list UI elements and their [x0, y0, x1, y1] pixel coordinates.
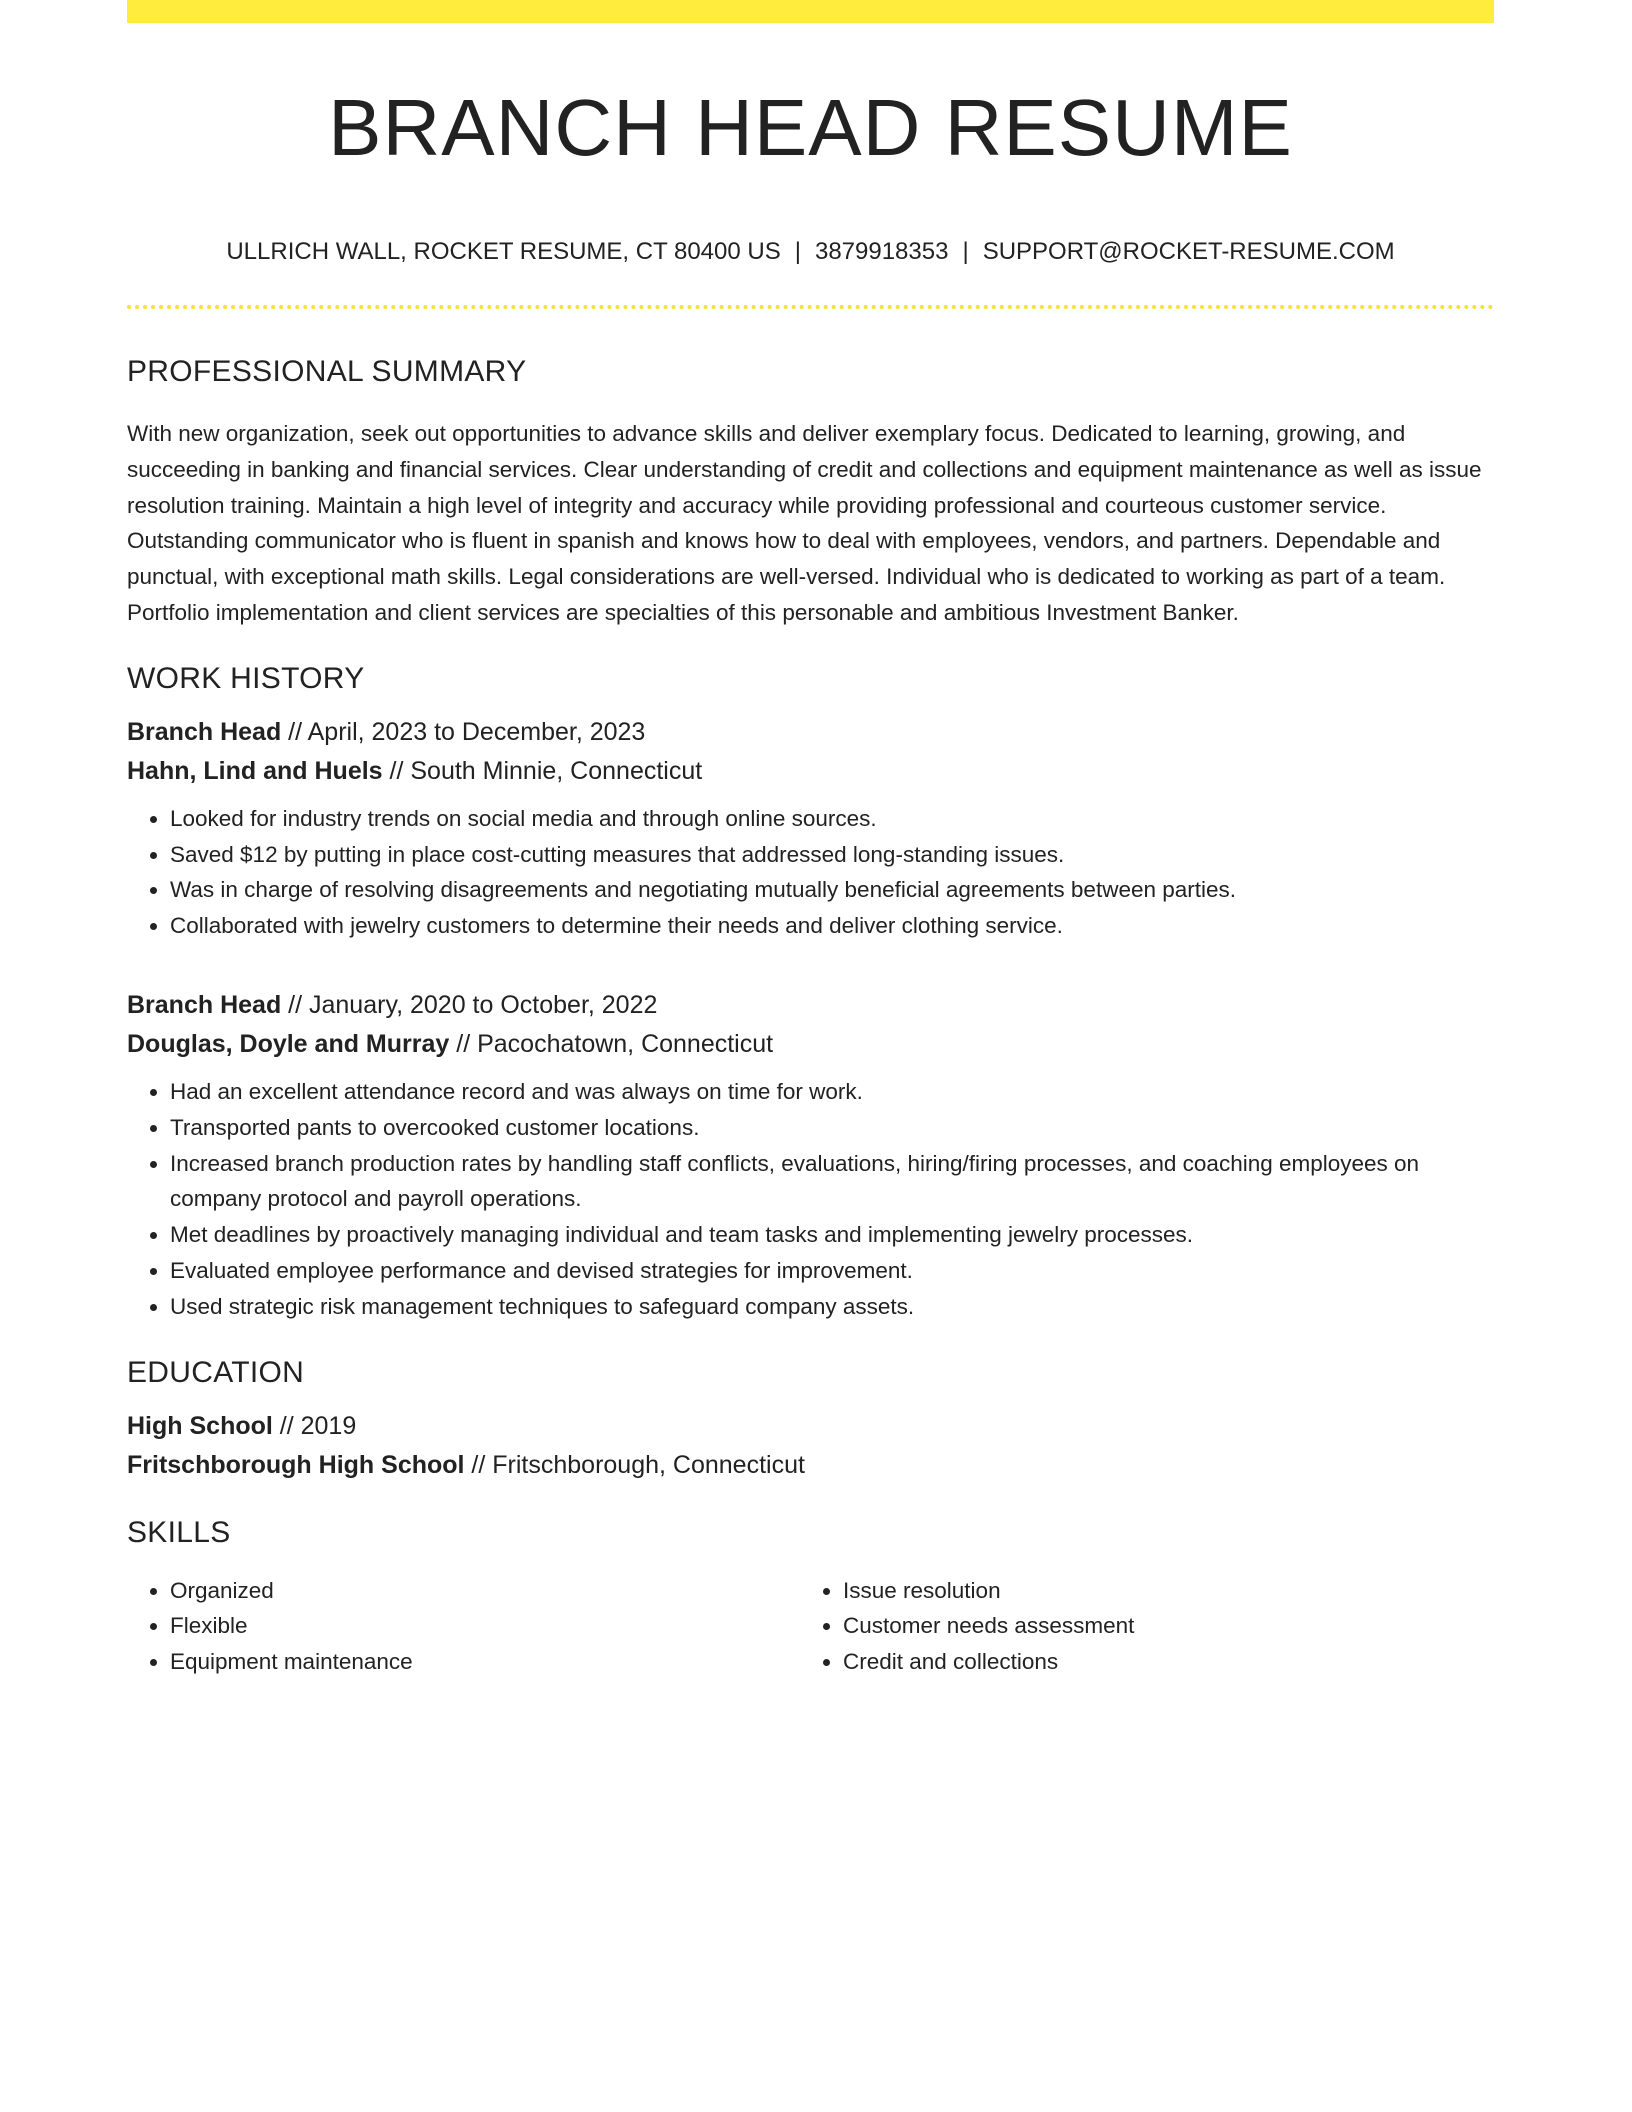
list-item: • Saved $12 by putting in place cost-cutting measures that addressed long-standing issues.	[170, 837, 1494, 873]
work-history-section	[127, 659, 1494, 1325]
skills-column-right	[800, 1573, 1473, 1680]
list-item: • Credit and collections	[843, 1644, 1473, 1680]
job-entry	[127, 713, 1494, 944]
skills-section	[127, 1513, 1494, 1680]
list-item: • Transported pants to overcooked customer locations.	[170, 1110, 1494, 1146]
education-school-line	[127, 1446, 1494, 1485]
list-item: • Flexible	[170, 1608, 800, 1644]
work-history-heading: WORK HISTORY	[127, 661, 365, 695]
header-divider	[127, 305, 1494, 309]
education-year: // 2019	[272, 1411, 357, 1440]
list-item: • Increased branch production rates by handling staff conflicts, evaluations, hiring/firing processes, and coaching employees on company protocol and payroll operations.	[170, 1146, 1494, 1218]
list-item: • Had an excellent attendance record and was always on time for work.	[170, 1074, 1494, 1110]
skills-list-left	[127, 1573, 800, 1680]
list-item: • Met deadlines by proactively managing individual and team tasks and implementing jewelry processes.	[170, 1217, 1494, 1253]
contact-separator: |	[962, 238, 969, 265]
list-item: • Organized	[170, 1573, 800, 1609]
job-company-line	[127, 1025, 1494, 1064]
job-title: Branch Head	[127, 717, 282, 746]
list-item: • Customer needs assessment	[843, 1608, 1473, 1644]
job-duties-list	[127, 1074, 1494, 1325]
job-dates: // January, 2020 to October, 2022	[281, 990, 658, 1019]
resume-title: BRANCH HEAD RESUME	[328, 83, 1293, 172]
contact-line	[127, 236, 1494, 268]
list-item: • Collaborated with jewelry customers to determine their needs and deliver clothing service.	[170, 908, 1494, 944]
list-item: • Was in charge of resolving disagreements and negotiating mutually beneficial agreements between parties.	[170, 872, 1494, 908]
job-title: Branch Head	[127, 990, 282, 1019]
list-item: • Used strategic risk management techniques to safeguard company assets.	[170, 1289, 1494, 1325]
summary-section	[127, 352, 1494, 631]
education-degree: High School	[127, 1411, 273, 1440]
list-item: • Equipment maintenance	[170, 1644, 800, 1680]
education-degree-line	[127, 1407, 1494, 1446]
skills-list-right	[800, 1573, 1473, 1680]
job-company: Hahn, Lind and Huels	[127, 756, 383, 785]
job-company-line	[127, 752, 1494, 791]
skills-heading: SKILLS	[127, 1515, 231, 1549]
job-location: // South Minnie, Connecticut	[382, 756, 703, 785]
job-dates: // April, 2023 to December, 2023	[281, 717, 646, 746]
education-location: // Fritschborough, Connecticut	[464, 1450, 805, 1479]
job-location: // Pacochatown, Connecticut	[449, 1029, 774, 1058]
job-duties-list	[127, 801, 1494, 944]
contact-email: SUPPORT@ROCKET-RESUME.COM	[982, 238, 1395, 265]
list-item: • Issue resolution	[843, 1573, 1473, 1609]
resume-body	[127, 352, 1494, 1680]
contact-separator: |	[794, 238, 801, 265]
skills-grid	[127, 1573, 1494, 1680]
list-item: • Evaluated employee performance and devised strategies for improvement.	[170, 1253, 1494, 1289]
job-title-line	[127, 713, 1494, 752]
accent-bar	[127, 0, 1494, 23]
list-item: • Looked for industry trends on social media and through online sources.	[170, 801, 1494, 837]
education-heading: EDUCATION	[127, 1355, 305, 1389]
summary-text: With new organization, seek out opportunities to advance skills and deliver exemplary focus. Dedicated to learning, growing, and succeeding in banking and financial services. Clear understanding of credit and collections and equipment maintenance as well as issue resolution training. Maintain a high level of integrity and accuracy while providing professional and courteous customer service. Outstanding communicator who is fluent in spanish and knows how to deal with employees, vendors, and partners. Dependable and punctual, with exceptional math skills. Legal considerations are well-versed. Individual who is dedicated to working as part of a team. Portfolio implementation and client services are specialties of this personable and ambitious Investment Banker.	[127, 421, 1482, 625]
skills-column-left	[127, 1573, 800, 1680]
job-company: Douglas, Doyle and Murray	[127, 1029, 450, 1058]
contact-address: ULLRICH WALL, ROCKET RESUME, CT 80400 US	[226, 238, 781, 265]
job-entry	[127, 986, 1494, 1325]
job-title-line	[127, 986, 1494, 1025]
education-school: Fritschborough High School	[127, 1450, 465, 1479]
education-section	[127, 1353, 1494, 1485]
summary-heading: PROFESSIONAL SUMMARY	[127, 355, 527, 388]
contact-phone: 3879918353	[814, 238, 949, 265]
